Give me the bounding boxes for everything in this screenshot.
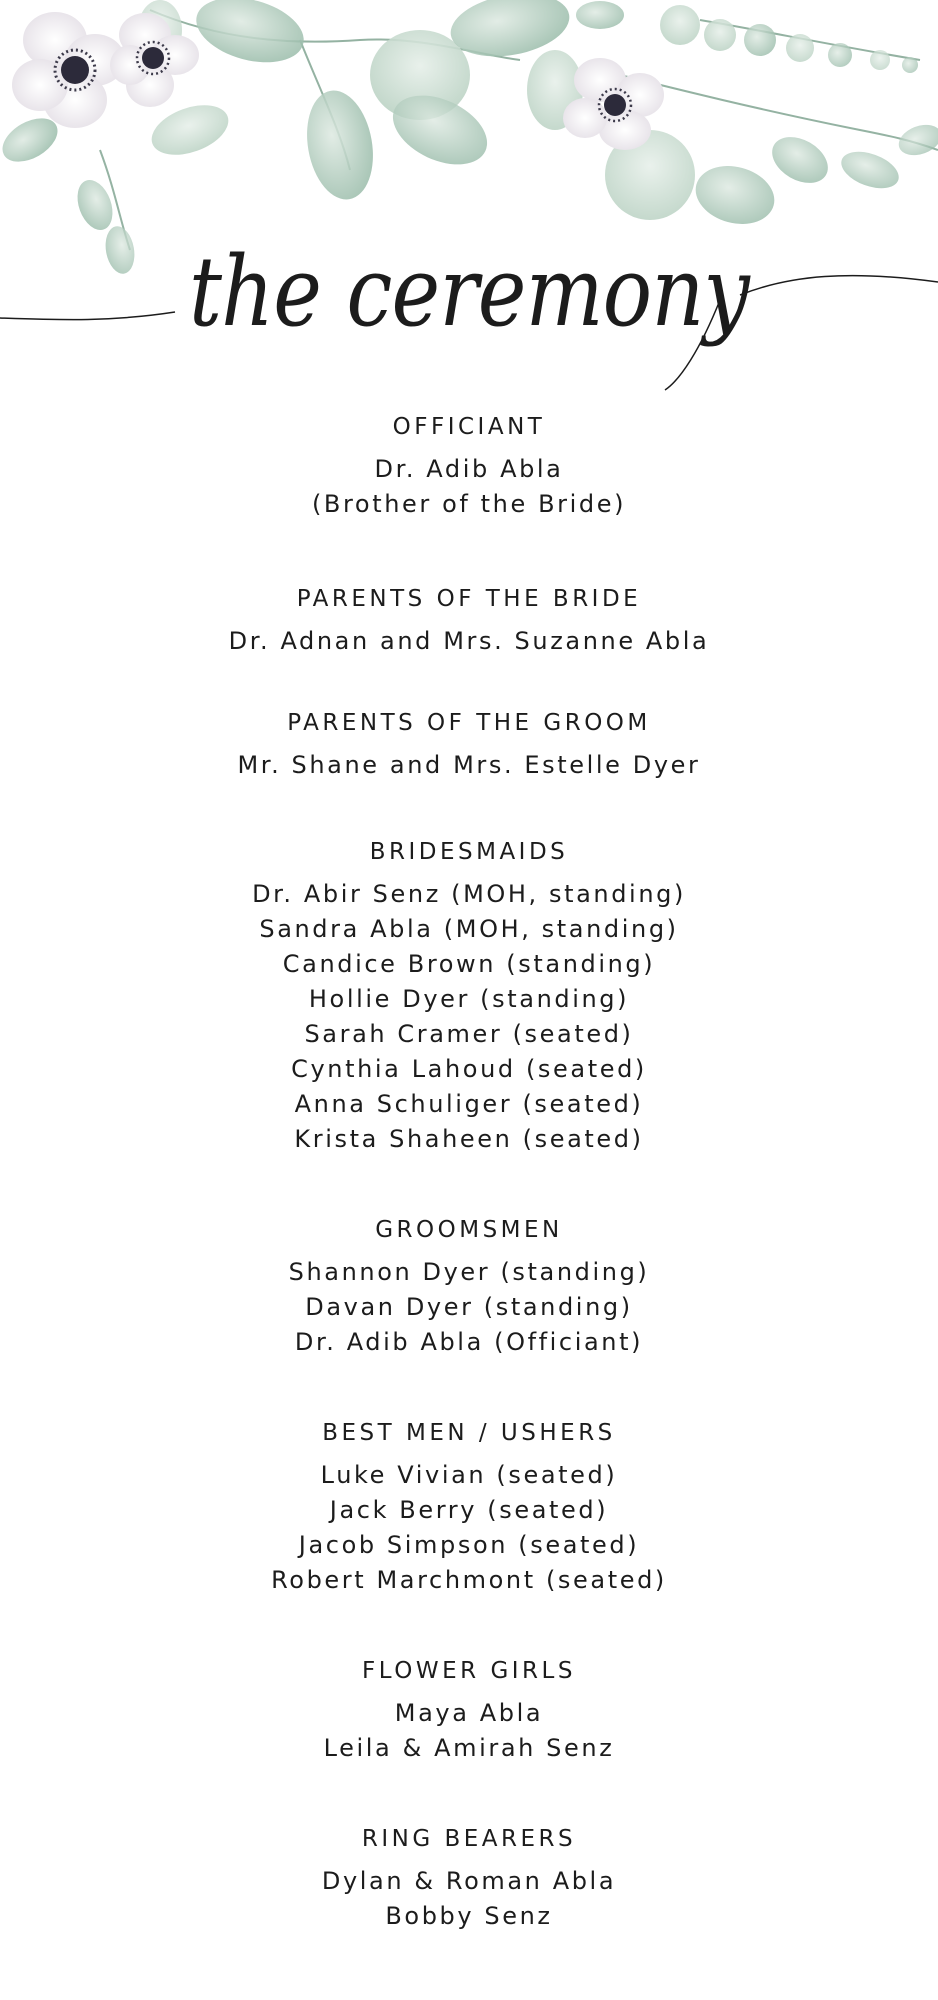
- name-line: Robert Marchmont (seated): [271, 1566, 667, 1594]
- anemone-flower-right: [563, 58, 664, 150]
- flourish-line-left: [0, 312, 175, 320]
- section-bridesmaids: [0, 835, 938, 1157]
- ceremony-program: [0, 410, 938, 1934]
- name-line: Leila & Amirah Senz: [323, 1734, 615, 1762]
- script-title-block: [0, 200, 938, 400]
- name-line: Sarah Cramer (seated): [304, 1020, 634, 1048]
- name-line: Anna Schuliger (seated): [294, 1090, 644, 1118]
- section-parents-of-the-groom: [0, 706, 938, 783]
- flourish-line-right: [740, 276, 938, 295]
- section-heading: PARENTS OF THE GROOM: [287, 710, 651, 736]
- name-line: Shannon Dyer (standing): [288, 1258, 650, 1286]
- section-heading: PARENTS OF THE BRIDE: [296, 586, 642, 612]
- name-line: Cynthia Lahoud (seated): [291, 1055, 647, 1083]
- section-heading: RING BEARERS: [361, 1826, 577, 1852]
- name-line: Candice Brown (standing): [282, 950, 656, 978]
- section-heading: FLOWER GIRLS: [362, 1658, 576, 1684]
- name-line: Hollie Dyer (standing): [308, 985, 630, 1013]
- name-line: Krista Shaheen (seated): [294, 1125, 644, 1153]
- section-heading: OFFICIANT: [392, 414, 546, 440]
- name-line: Dr. Abir Senz (MOH, standing): [252, 880, 686, 908]
- section-officiant: [0, 410, 938, 522]
- name-line: Mr. Shane and Mrs. Estelle Dyer: [237, 751, 701, 779]
- anemone-flower-left: [12, 12, 125, 128]
- anemone-flower-left-small: [110, 13, 199, 107]
- script-title: the ceremony: [189, 236, 752, 348]
- section-parents-of-the-bride: [0, 582, 938, 659]
- section-flower-girls: [0, 1654, 938, 1766]
- name-line: Sandra Abla (MOH, standing): [259, 915, 679, 943]
- section-heading: GROOMSMEN: [375, 1217, 563, 1243]
- name-line: Dylan & Roman Abla: [321, 1867, 617, 1895]
- name-line: (Brother of the Bride): [311, 490, 627, 518]
- name-line: Dr. Adnan and Mrs. Suzanne Abla: [228, 627, 710, 655]
- section-groomsmen: [0, 1213, 938, 1360]
- name-line: Dr. Adib Abla: [374, 455, 564, 483]
- section-heading: BRIDESMAIDS: [369, 839, 569, 865]
- name-line: Davan Dyer (standing): [305, 1293, 633, 1321]
- name-line: Bobby Senz: [385, 1902, 553, 1930]
- name-line: Luke Vivian (seated): [320, 1461, 618, 1489]
- name-line: Jack Berry (seated): [329, 1496, 609, 1524]
- section-heading: BEST MEN / USHERS: [322, 1420, 616, 1446]
- section-best-men-ushers: [0, 1416, 938, 1598]
- name-line: Dr. Adib Abla (Officiant): [294, 1328, 644, 1356]
- name-line: Maya Abla: [394, 1699, 544, 1727]
- name-line: Jacob Simpson (seated): [298, 1531, 640, 1559]
- section-ring-bearers: [0, 1822, 938, 1934]
